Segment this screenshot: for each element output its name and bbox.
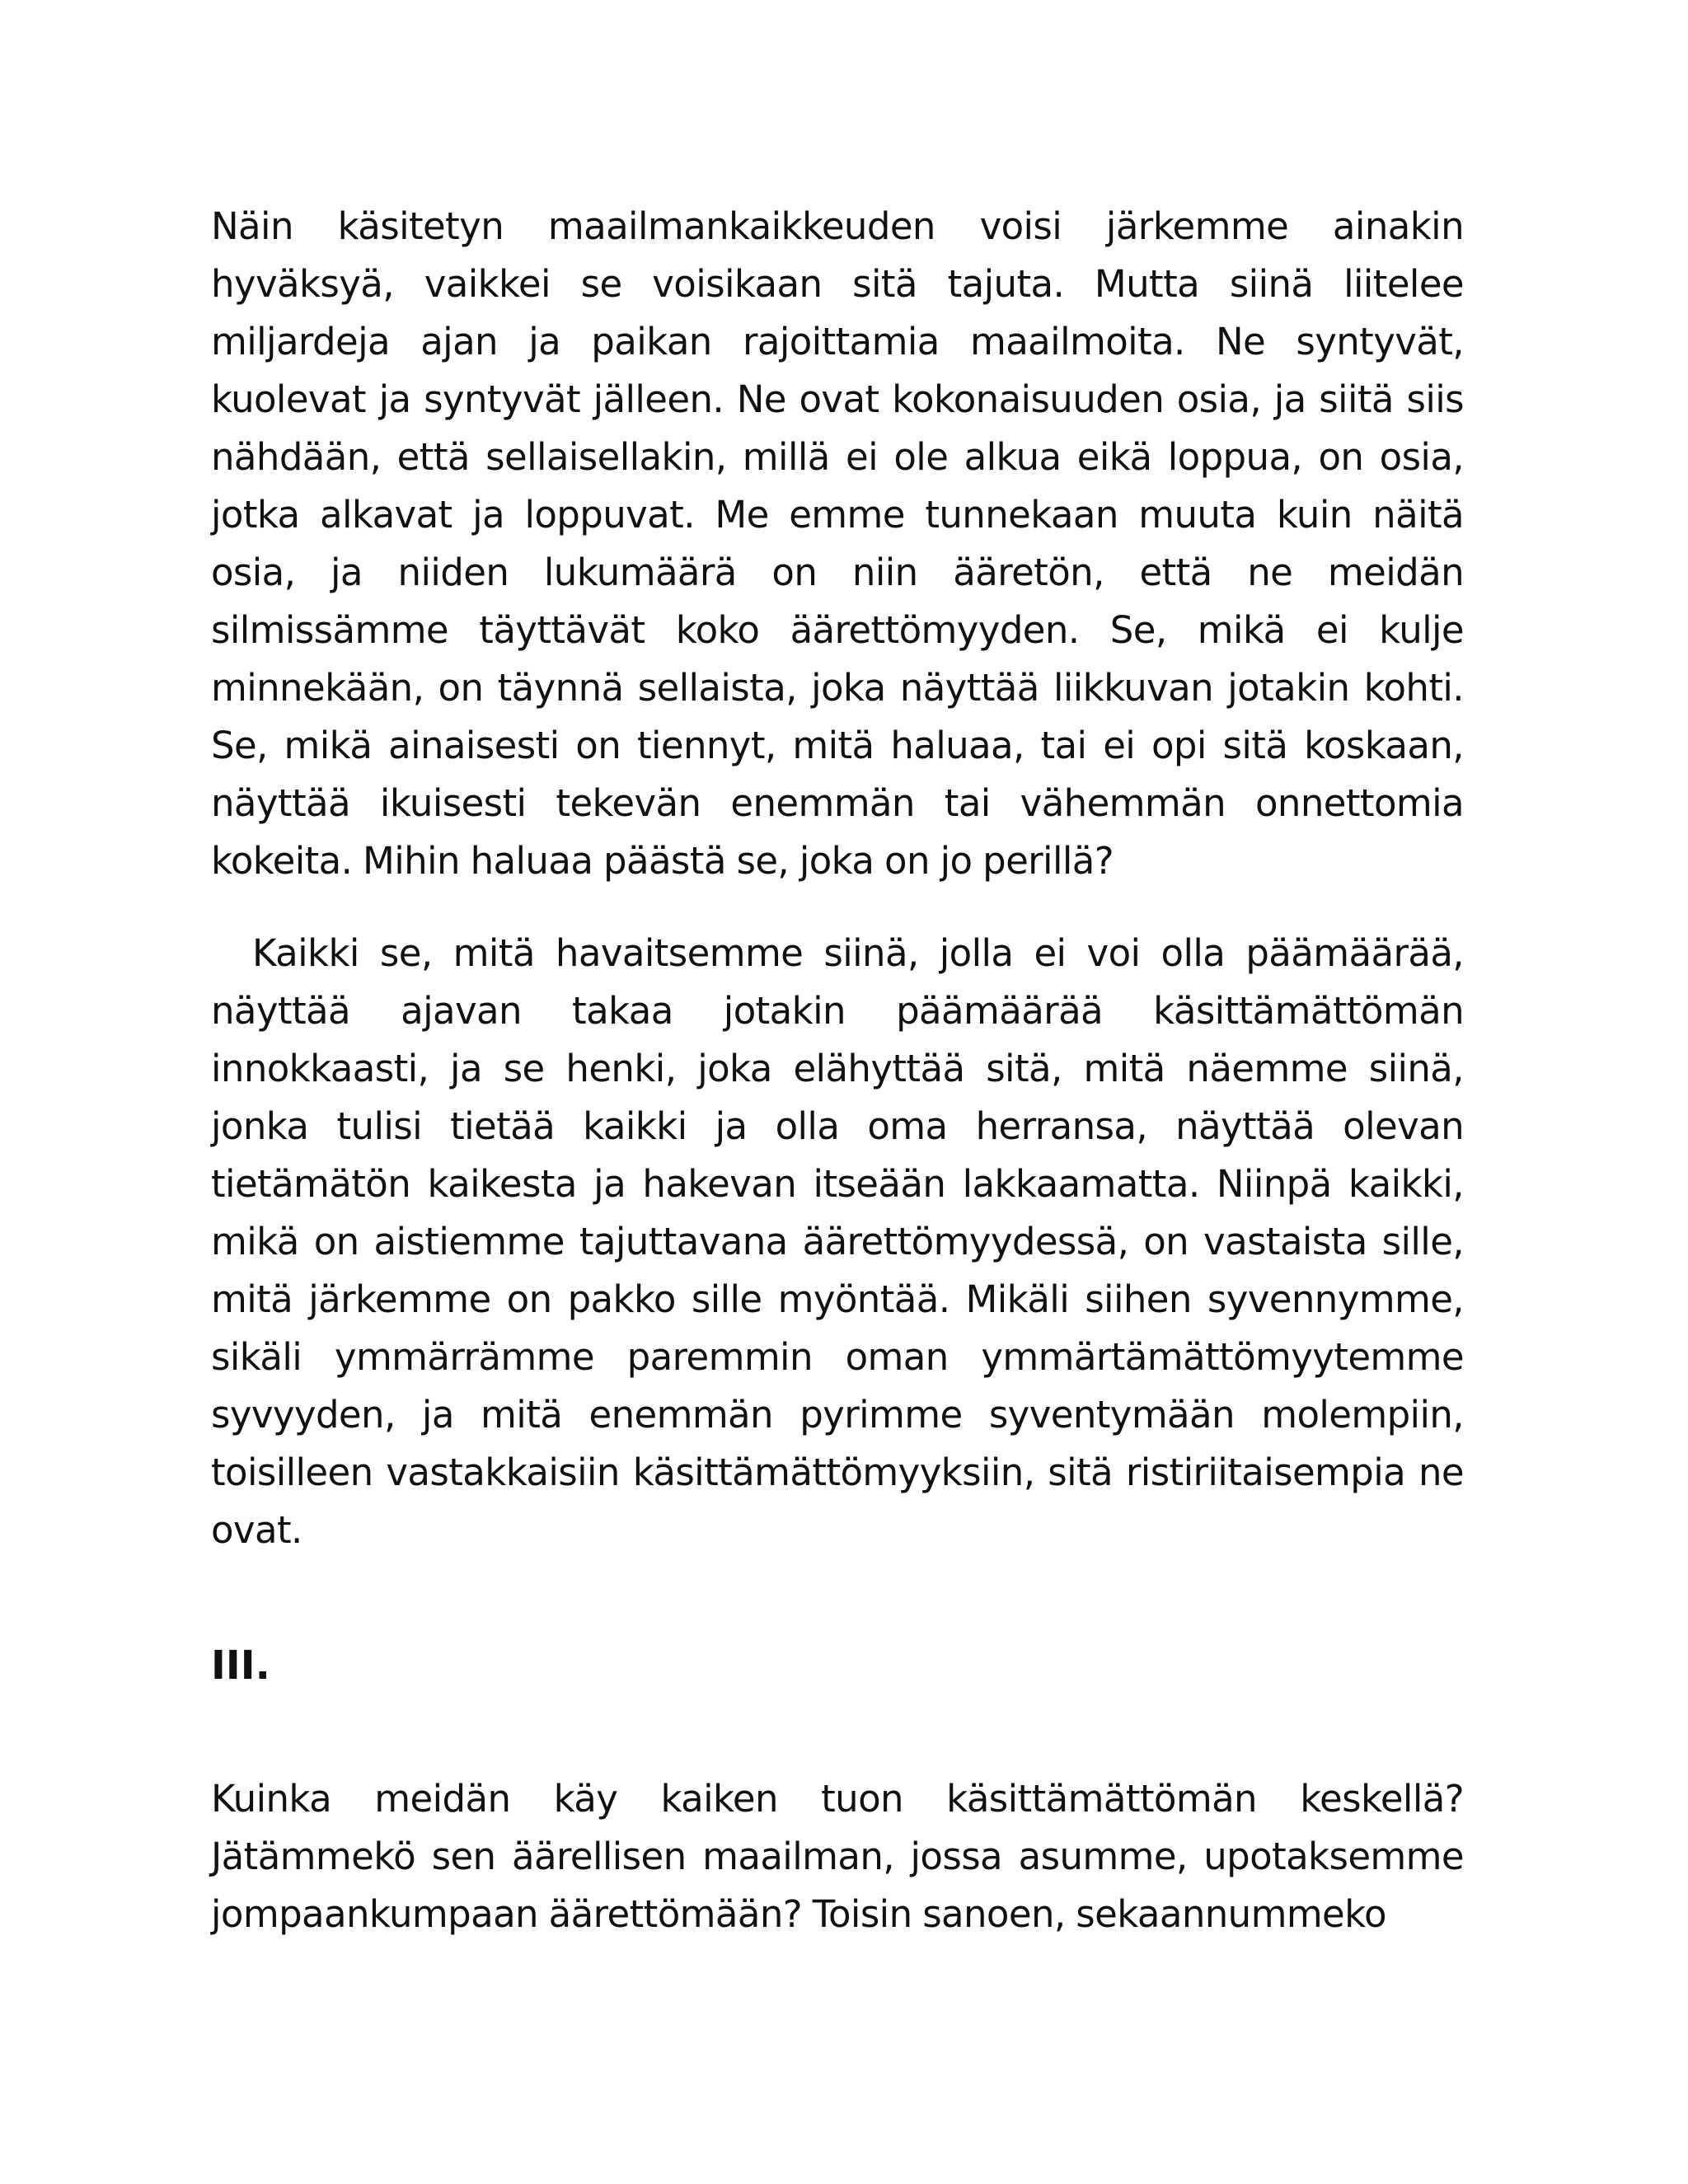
paragraph-1: Näin käsitetyn maailmankaikkeuden voisi järkemme ainakin hyväksyä, vaikkei se voisikaan sitä tajuta. Mutta siinä liitelee miljardeja ajan ja paikan rajoittamia maailmoita. Ne syntyvät, kuolevat ja syntyvät jälleen. Ne ovat kokonaisuuden osia, ja siitä siis nähdään, että sellaisellakin, millä ei ole alkua eikä loppua, on osia, jotka alkavat ja loppuvat. Me emme tunnekaan muuta kuin näitä osia, ja niiden lukumäärä on niin ääretön, että ne meidän silmissämme täyttävät koko äärettömyyden. Se, mikä ei kulje minnekään, on täynnä sellaista, joka näyttää liikkuvan jotakin kohti. Se, mikä ainaisesti on tiennyt, mitä haluaa, tai ei opi sitä koskaan, näyttää ikuisesti tekevän enemmän tai vähemmän onnettomia kokeita. Mihin haluaa päästä se, joka on jo perillä? (211, 204, 1464, 883)
section-heading: III. (211, 1643, 270, 1689)
paragraph-2: Kaikki se, mitä havaitsemme siinä, jolla ei voi olla päämäärää, näyttää ajavan takaa jotakin päämäärää käsittämättömän innokkaasti, ja se henki, joka elähyttää sitä, mitä näemme siinä, jonka tulisi tietää kaikki ja olla oma herransa, näyttää olevan tietämätön kaikesta ja hakevan itseään lakkaamatta. Niinpä kaikki, mikä on aistiemme tajuttavana äärettömyydessä, on vastaista sille, mitä järkemme on pakko sille myöntää. Mikäli siihen syvennymme, sikäli ymmärrämme paremmin oman ymmärtämättömyytemme syvyyden, ja mitä enemmän pyrimme syventymään molempiin, toisilleen vastakkaisiin käsittämättömyyksiin, sitä ristiriitaisempia ne ovat. (211, 931, 1464, 1552)
document-page (211, 198, 1464, 1943)
paragraph-3: Kuinka meidän käy kaiken tuon käsittämättömän keskellä? Jätämmekö sen äärellisen maailman, jossa asumme, upotaksemme jompaankumpaan äärettömään? Toisin sanoen, sekaannummeko (211, 1777, 1464, 1936)
